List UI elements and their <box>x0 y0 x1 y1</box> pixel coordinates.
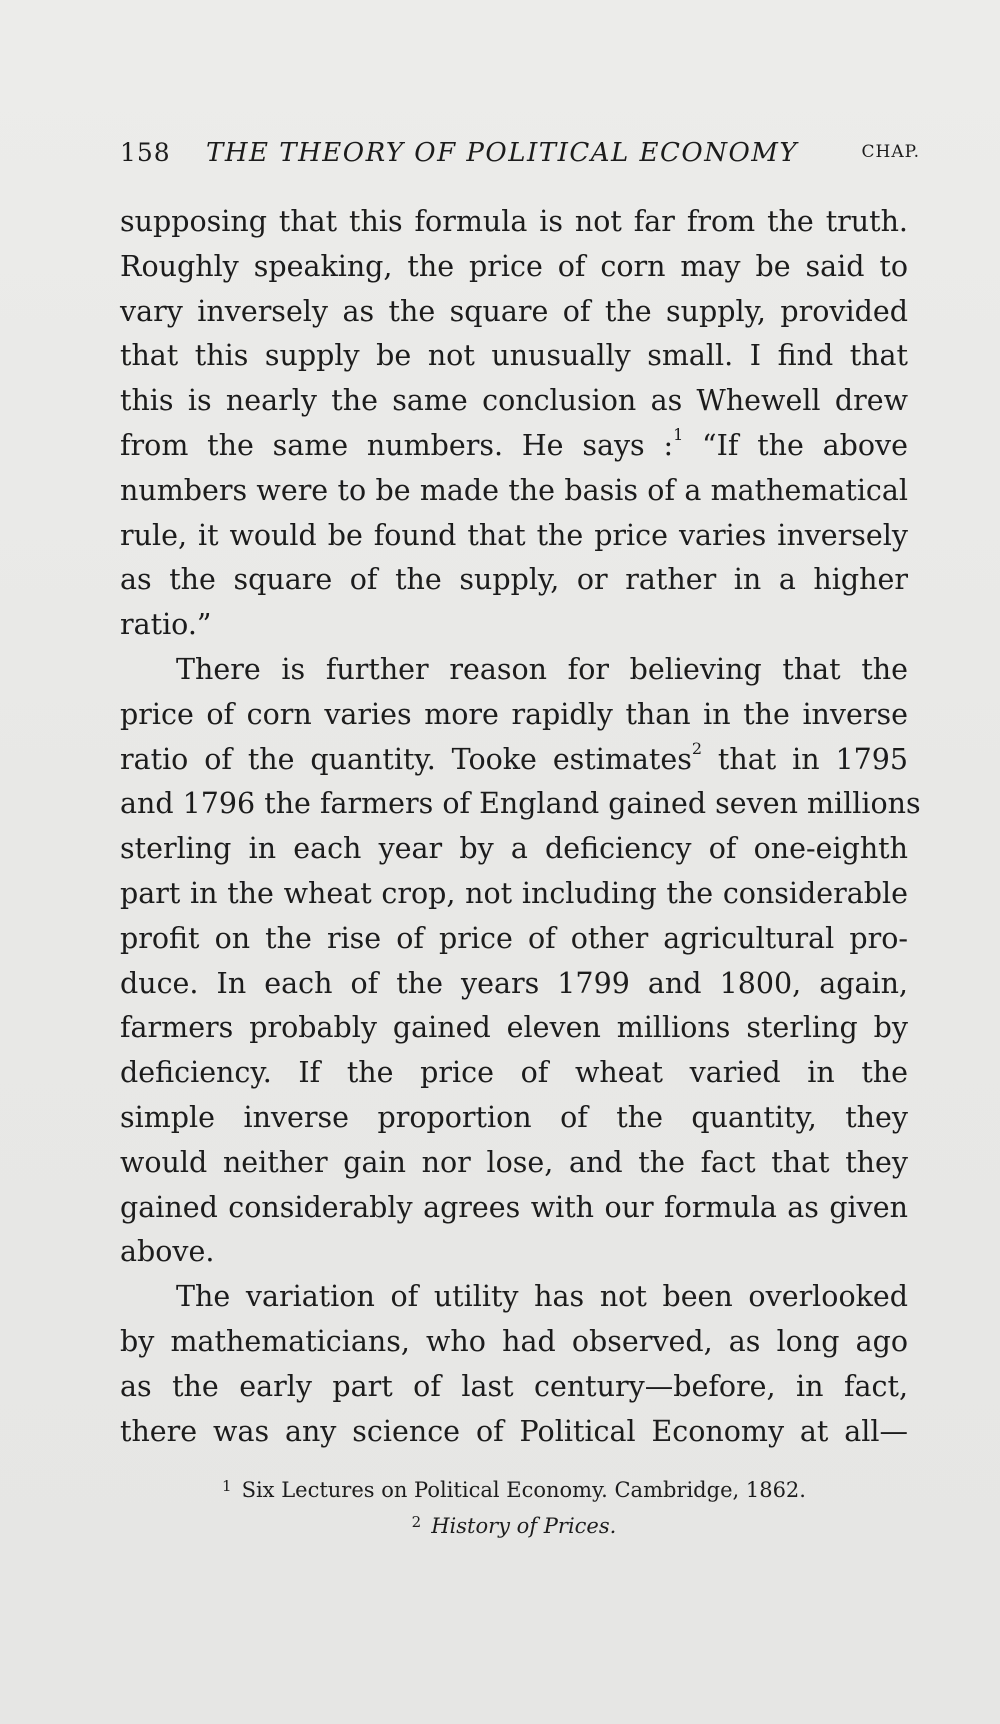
text-line: sterling in each year by a deficiency of one-eighth <box>120 832 908 866</box>
text-line: simple inverse proportion of the quantity, they <box>120 1100 908 1134</box>
footnote-1 <box>120 1468 908 1504</box>
text-line: and 1796 the farmers of England gained seven millions <box>120 787 921 821</box>
text-line: that this supply be not unusually small. I find that <box>120 339 908 373</box>
footnote-mark: 2 <box>411 1513 422 1531</box>
page-number: 158 <box>120 138 171 167</box>
text-line: price of corn varies more rapidly than in the inverse <box>120 697 908 731</box>
text-line: would neither gain nor lose, and the fact that they <box>120 1145 908 1179</box>
text-line: deficiency. If the price of wheat varied in the <box>120 1056 908 1090</box>
text-line: farmers probably gained eleven millions sterling by <box>120 1011 908 1045</box>
footnote-2 <box>120 1504 908 1540</box>
text-line: There is further reason for believing that the <box>176 652 908 686</box>
text-segment: that in 1795 <box>702 742 908 776</box>
text-line: part in the wheat crop, not including the considerable <box>120 876 908 910</box>
text-segment: ratio of the quantity. Tooke estimates <box>120 742 692 776</box>
footnote-text: Six Lectures on Political Economy. Cambridge, 1862. <box>241 1478 806 1502</box>
text-line: duce. In each of the years 1799 and 1800, again, <box>120 966 908 1000</box>
footnote-text: History of Prices. <box>431 1514 617 1538</box>
text-line: this is nearly the same conclusion as Whewell drew <box>120 384 908 418</box>
body-text <box>120 200 921 1454</box>
text-line: as the square of the supply, or rather in a higher <box>120 563 908 597</box>
text-line: ratio.” <box>120 608 212 642</box>
text-line: rule, it would be found that the price varies inversely <box>120 518 908 552</box>
text-line: gained considerably agrees with our formula as given <box>120 1190 908 1224</box>
text-line: there was any science of Political Economy at all— <box>120 1414 908 1448</box>
footnote-reference: 2 <box>691 739 703 759</box>
running-header <box>120 138 920 178</box>
text-line: supposing that this formula is not far from the truth. <box>120 205 908 238</box>
text-line: The variation of utility has not been overlooked <box>176 1280 908 1314</box>
running-title: THE THEORY OF POLITICAL ECONOMY <box>206 138 799 168</box>
text-line: numbers were to be made the basis of a mathematical <box>120 473 908 507</box>
paragraph-1 <box>120 200 908 648</box>
text-line: Roughly speaking, the price of corn may be said to <box>120 249 908 283</box>
footnote-reference: 1 <box>673 425 684 445</box>
paragraph-3 <box>120 1275 908 1454</box>
text-line: vary inversely as the square of the supply, provided <box>120 294 908 328</box>
text-line: by mathematicians, who had observed, as long ago <box>120 1324 908 1358</box>
text-segment: “If the above <box>683 428 909 462</box>
text-line <box>120 424 908 469</box>
text-line: as the early part of last century—before, in fact, <box>120 1369 908 1403</box>
text-segment: from the same numbers. He says : <box>120 428 674 462</box>
footnotes <box>120 1468 908 1540</box>
text-line: profit on the rise of price of other agricultural pro- <box>120 921 908 955</box>
footnote-mark: 1 <box>222 1477 232 1495</box>
text-line <box>120 738 908 783</box>
text-line: above. <box>120 1235 215 1269</box>
chapter-abbrev: CHAP. <box>861 142 920 162</box>
paragraph-2 <box>120 648 921 1275</box>
